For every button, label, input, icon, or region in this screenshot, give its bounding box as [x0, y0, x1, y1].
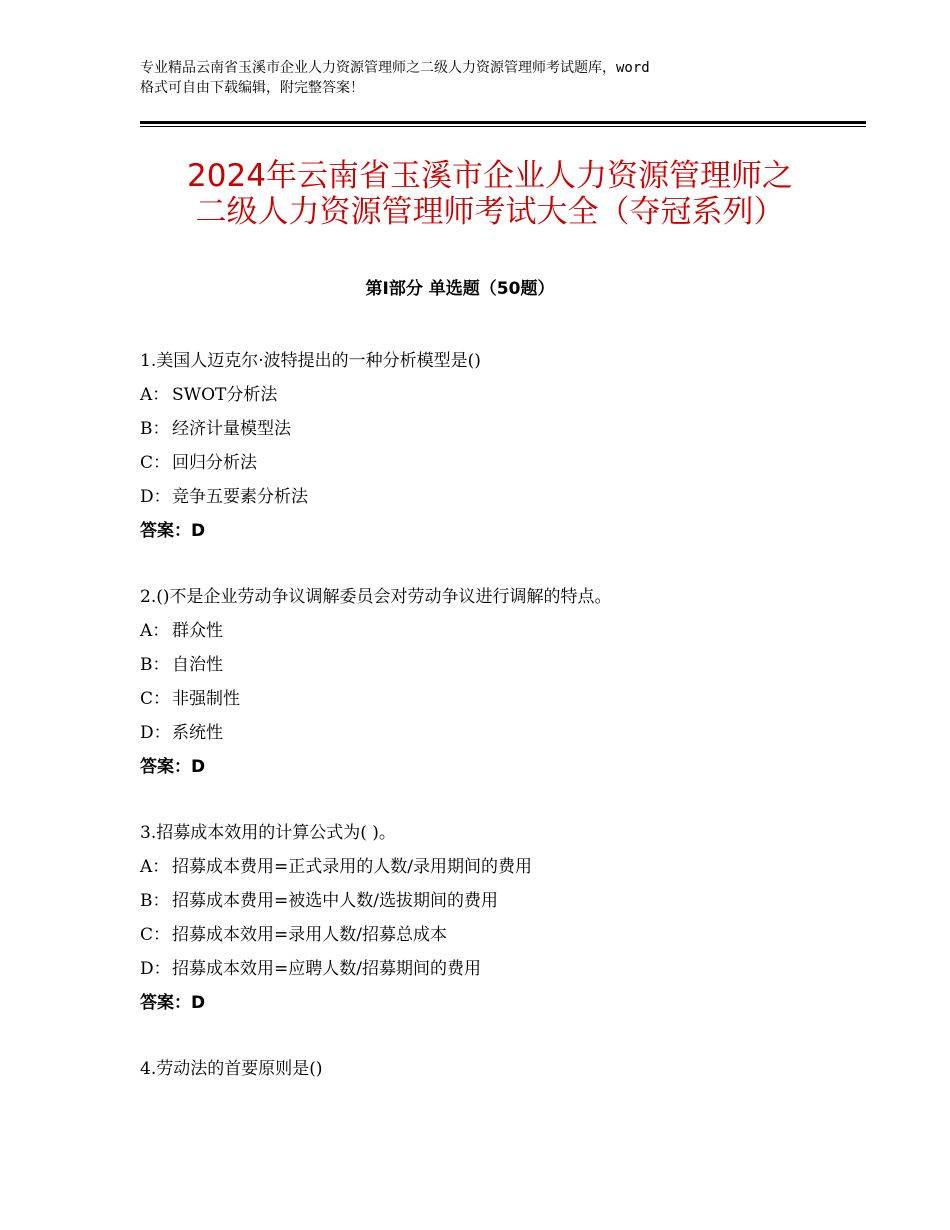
option-text: 群众性 — [172, 621, 223, 641]
question-item — [140, 1052, 860, 1086]
option-key: C： — [140, 689, 171, 709]
header-note-line-2: 格式可自由下载编辑，附完整答案！ — [140, 80, 364, 96]
option-key: A： — [140, 857, 170, 877]
option-text: 招募成本费用=被选中人数/选拔期间的费用 — [172, 891, 498, 911]
question-list — [140, 344, 860, 1118]
option-text: 回归分析法 — [172, 453, 257, 473]
header-divider-thick — [140, 121, 866, 124]
option-key: B： — [140, 419, 170, 439]
option-key: D： — [140, 959, 171, 979]
question-item — [140, 580, 860, 784]
header-divider-thin — [140, 126, 866, 127]
answer-option — [140, 918, 860, 952]
option-text: 招募成本效用=录用人数/招募总成本 — [172, 925, 447, 945]
answer-option — [140, 716, 860, 750]
option-text: SWOT分析法 — [172, 385, 278, 405]
answer-option — [140, 446, 860, 480]
header-note — [140, 58, 830, 98]
header-note-line-1: 专业精品云南省玉溪市企业人力资源管理师之二级人力资源管理师考试题库，word — [140, 60, 650, 76]
answer-option — [140, 850, 860, 884]
option-text: 自治性 — [172, 655, 223, 675]
document-title — [140, 158, 840, 230]
answer-option — [140, 682, 860, 716]
title-line-2: 二级人力资源管理师考试大全（夺冠系列） — [195, 194, 785, 230]
title-line-1: 2024年云南省玉溪市企业人力资源管理师之 — [187, 158, 793, 194]
question-stem: 4.劳动法的首要原则是() — [140, 1059, 323, 1079]
option-key: D： — [140, 723, 171, 743]
answer-key: 答案：D — [140, 993, 206, 1013]
section-heading: 第Ⅰ部分 单选题（50题） — [365, 279, 555, 299]
question-stem: 3.招募成本效用的计算公式为( )。 — [140, 823, 396, 843]
question-item — [140, 816, 860, 1020]
answer-key: 答案：D — [140, 757, 206, 777]
answer-option — [140, 378, 860, 412]
option-text: 招募成本效用=应聘人数/招募期间的费用 — [172, 959, 481, 979]
option-text: 招募成本费用=正式录用的人数/录用期间的费用 — [172, 857, 532, 877]
answer-option — [140, 884, 860, 918]
option-text: 竞争五要素分析法 — [172, 487, 308, 507]
answer-option — [140, 614, 860, 648]
option-key: A： — [140, 621, 170, 641]
option-text: 经济计量模型法 — [172, 419, 291, 439]
question-stem: 1.美国人迈克尔·波特提出的一种分析模型是() — [140, 351, 481, 371]
option-key: C： — [140, 925, 171, 945]
answer-option — [140, 952, 860, 986]
answer-key: 答案：D — [140, 521, 206, 541]
answer-option — [140, 648, 860, 682]
option-key: D： — [140, 487, 171, 507]
question-item — [140, 344, 860, 548]
option-key: C： — [140, 453, 171, 473]
option-text: 系统性 — [172, 723, 223, 743]
option-key: A： — [140, 385, 170, 405]
question-stem: 2.()不是企业劳动争议调解委员会对劳动争议进行调解的特点。 — [140, 587, 612, 607]
option-key: B： — [140, 655, 170, 675]
answer-option — [140, 412, 860, 446]
option-key: B： — [140, 891, 170, 911]
answer-option — [140, 480, 860, 514]
option-text: 非强制性 — [172, 689, 240, 709]
